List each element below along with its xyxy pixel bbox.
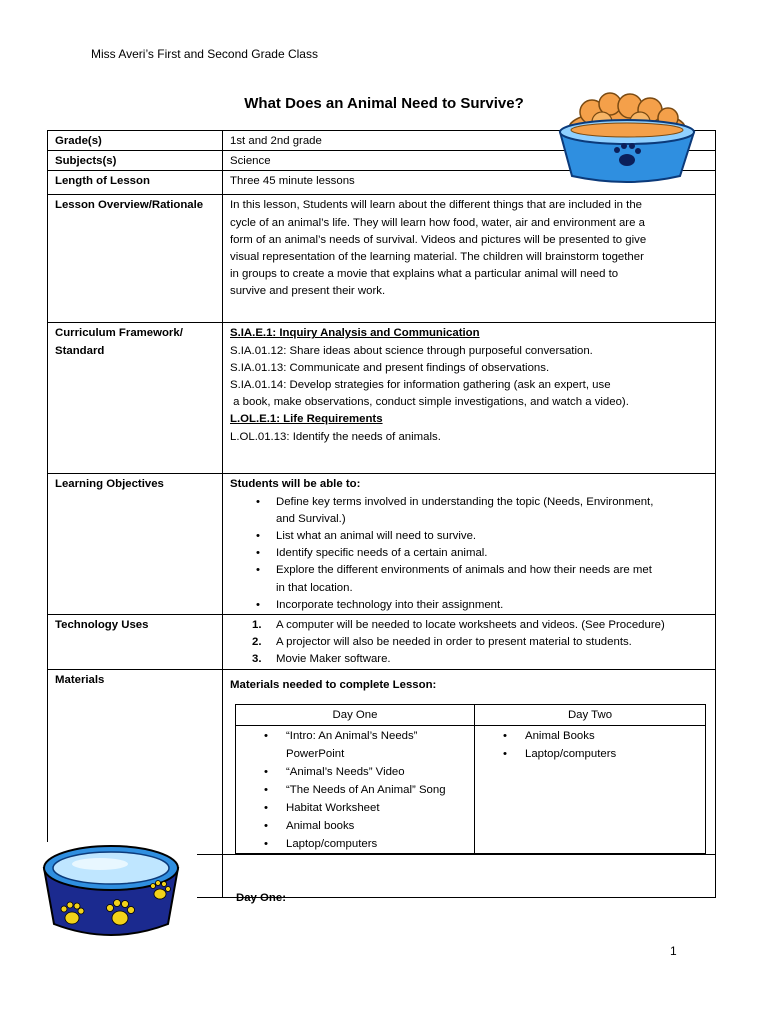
day-two-list — [475, 727, 705, 763]
overview-line: survive and present their work. — [230, 285, 386, 298]
label-objectives: Learning Objectives — [48, 474, 223, 615]
material-line: PowerPoint — [286, 747, 345, 760]
objective-item — [230, 494, 709, 528]
value-objectives — [223, 474, 716, 615]
standard-item: S.IA.01.14: Develop strategies for information gathering (ask an expert, use — [230, 379, 611, 392]
standard-item: a book, make observations, conduct simple investigations, and watch a video). — [230, 396, 629, 409]
standard-heading: L.OL.E.1: Life Requirements — [230, 413, 383, 426]
materials-days-table — [235, 704, 706, 854]
label-materials: Materials — [48, 669, 223, 897]
objective-line: • Incorporate technology into their assignment. — [276, 598, 504, 611]
objective-item — [230, 545, 709, 562]
objectives-list — [230, 494, 709, 614]
material-line: • Habitat Worksheet — [286, 801, 380, 814]
value-grades: 1st and 2nd grade — [223, 131, 716, 151]
day-one-cell — [236, 725, 475, 853]
technology-item — [230, 634, 709, 651]
objective-item — [230, 562, 709, 596]
material-line: • Laptop/computers — [286, 837, 378, 850]
overview-line: cycle of an animal’s life. They will learn how food, water, air and environment are a — [230, 216, 645, 229]
class-header: Miss Averi’s First and Second Grade Class — [91, 47, 318, 61]
item-text: Movie Maker software. — [276, 653, 391, 666]
label-overview: Lesson Overview/Rationale — [48, 195, 223, 323]
material-item — [236, 817, 474, 835]
curriculum-label-line: Standard — [55, 344, 105, 357]
objective-item — [230, 528, 709, 545]
objective-line: in that location. — [276, 581, 353, 594]
standard-item: L.OL.01.13: Identify the needs of animals. — [230, 430, 441, 443]
technology-item — [230, 617, 709, 634]
material-line: • “Intro: An Animal’s Needs” — [286, 729, 418, 742]
item-number: 3. — [252, 653, 262, 666]
overview-line: In this lesson, Students will learn about the different things that are included in the — [230, 199, 643, 212]
overview-line: visual representation of the learning material. The children will brainstorm together — [230, 251, 644, 264]
value-overview — [223, 195, 716, 323]
material-item — [236, 727, 474, 763]
material-item — [475, 727, 705, 745]
day-two-header: Day Two — [475, 704, 706, 725]
value-subjects: Science — [223, 151, 716, 171]
material-line: • “Animal’s Needs” Video — [286, 765, 405, 778]
standard-item: S.IA.01.13: Communicate and present findings of observations. — [230, 361, 550, 374]
material-line: • Animal Books — [525, 729, 595, 742]
lesson-plan-table — [47, 130, 716, 904]
label-subjects: Subjects(s) — [48, 151, 223, 171]
label-length: Length of Lesson — [48, 171, 223, 195]
overview-line: form of an animal’s needs of survival. Videos and pictures will be presented to give — [230, 233, 647, 246]
objectives-intro: Students will be able to: — [230, 478, 361, 491]
standard-item: S.IA.01.12: Share ideas about science through purposeful conversation. — [230, 344, 593, 357]
objective-line: and Survival.) — [276, 512, 346, 525]
objective-item — [230, 597, 709, 614]
objective-line: • Define key terms involved in understanding the topic (Needs, Environment, — [276, 495, 654, 508]
material-item — [475, 745, 705, 763]
technology-list — [230, 617, 709, 669]
value-length: Three 45 minute lessons — [223, 171, 716, 195]
row-curriculum — [48, 323, 716, 474]
material-item — [236, 763, 474, 781]
label-curriculum — [48, 323, 223, 474]
overview-line: in groups to create a movie that explains what a particular animal will need to — [230, 268, 619, 281]
item-number: 1. — [252, 619, 262, 632]
day-two-cell — [475, 725, 706, 853]
day-one-list — [236, 727, 474, 853]
page-number: 1 — [670, 944, 677, 958]
material-line: • “The Needs of An Animal” Song — [286, 783, 446, 796]
standard-heading: S.IA.E.1: Inquiry Analysis and Communication — [230, 327, 480, 340]
value-materials — [223, 669, 716, 904]
material-item — [236, 781, 474, 799]
materials-intro: Materials needed to complete Lesson: — [230, 678, 437, 691]
procedure-day-one: Day One: — [236, 891, 287, 904]
value-curriculum — [223, 323, 716, 474]
item-text: A projector will also be needed in order to present material to students. — [276, 636, 632, 649]
objective-line: • Identify specific needs of a certain animal. — [276, 547, 488, 560]
objective-line: • Explore the different environments of animals and how their needs are met — [276, 564, 652, 577]
technology-item — [230, 651, 709, 668]
row-technology — [48, 615, 716, 670]
label-technology: Technology Uses — [48, 615, 223, 670]
item-number: 2. — [252, 636, 262, 649]
material-line: • Animal books — [286, 819, 355, 832]
label-grades: Grade(s) — [48, 131, 223, 151]
material-item — [236, 799, 474, 817]
curriculum-label-line: Curriculum Framework/ — [55, 327, 183, 340]
day-one-header: Day One — [236, 704, 475, 725]
objective-line: • List what an animal will need to survive. — [276, 530, 477, 543]
value-technology — [223, 615, 716, 670]
material-item — [236, 835, 474, 853]
document-title: What Does an Animal Need to Survive? — [244, 95, 524, 112]
row-overview — [48, 195, 716, 323]
material-line: • Laptop/computers — [525, 747, 617, 760]
item-text: A computer will be needed to locate worksheets and videos. (See Procedure) — [276, 619, 665, 632]
row-objectives — [48, 474, 716, 615]
food-bowl-image — [552, 92, 702, 188]
water-bowl-image — [40, 838, 182, 942]
